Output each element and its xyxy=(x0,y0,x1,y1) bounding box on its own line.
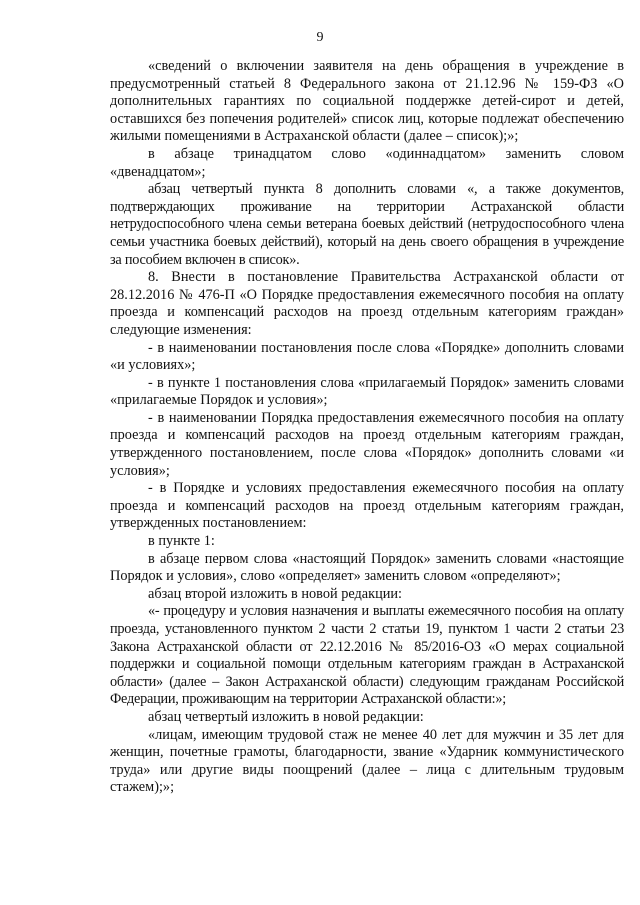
page-number: 9 xyxy=(316,30,324,45)
paragraph: «- процедуру и условия назначения и выплаты ежемесячного пособия на оплату проезда, установленного пунктом 2 части 2 статьи 19, пунктом 1 части 2 статьи 23 Закона Астраханской области от 22.12.2016 № 85/2016-ОЗ «О мерах социальной поддержки и социальной помощи отдельным категориям граждан в Астраханской области» (далее – Закон Астраханской области) следующим гражданам Российской Федерации, проживающим на территории Астраханской области:»; xyxy=(110,603,624,708)
paragraph: - в пункте 1 постановления слова «прилагаемый Порядок» заменить словами «прилагаемые Порядок и условия»; xyxy=(110,374,624,409)
paragraph: - в наименовании Порядка предоставления ежемесячного пособия на оплату проезда и компенсаций расходов на проезд отдельным категориям граждан, утвержденного постановлением, после слова «Порядок» дополнить словами «и условия»; xyxy=(110,409,624,479)
paragraph: абзац второй изложить в новой редакции: xyxy=(148,585,403,602)
document-body xyxy=(110,58,624,797)
paragraph: «лицам, имеющим трудовой стаж не менее 40 лет для мужчин и 35 лет для женщин, почетные грамоты, благодарности, звание «Ударник коммунистического труда» или другие виды поощрений (далее – лица с длительным трудовым стажем);»; xyxy=(110,726,624,796)
paragraph: абзац четвертый пункта 8 дополнить словами «, а также документов, подтверждающих проживание на территории Астраханской области нетрудоспособного члена семьи ветерана боевых действий (нетрудоспособного члена семьи участника боевых действий), который на день своего обращения в учреждение за пособием включен в список». xyxy=(110,181,624,268)
paragraph: - в Порядке и условиях предоставления ежемесячного пособия на оплату проезда и компенсаций расходов на проезд отдельным категориям граждан, утвержденных постановлением: xyxy=(110,480,624,532)
paragraph: в пункте 1: xyxy=(148,533,215,550)
paragraph: абзац четвертый изложить в новой редакции: xyxy=(148,708,424,725)
paragraph: в абзаце тринадцатом слово «одиннадцатом» заменить словом «двенадцатом»; xyxy=(110,145,624,180)
paragraph: «сведений о включении заявителя на день обращения в учреждение в предусмотренный статьей 8 Федерального закона от 21.12.96 № 159-ФЗ «О дополнительных гарантиях по социальной поддержке детей-сирот и детей, оставшихся без попечения родителей» список лиц, которые подлежат обеспечению жилыми помещениями в Астраханской области (далее – список);»; xyxy=(110,58,624,145)
paragraph: в абзаце первом слова «настоящий Порядок» заменить словами «настоящие Порядок и условия», слово «определяет» заменить словом «определяют»; xyxy=(110,550,624,585)
paragraph: - в наименовании постановления после слова «Порядке» дополнить словами «и условиях»; xyxy=(110,339,624,374)
paragraph: 8. Внести в постановление Правительства Астраханской области от 28.12.2016 № 476-П «О Порядке предоставления ежемесячного пособия на оплату проезда и компенсаций расходов на проезд отдельным категориям граждан» следующие изменения: xyxy=(110,269,624,338)
